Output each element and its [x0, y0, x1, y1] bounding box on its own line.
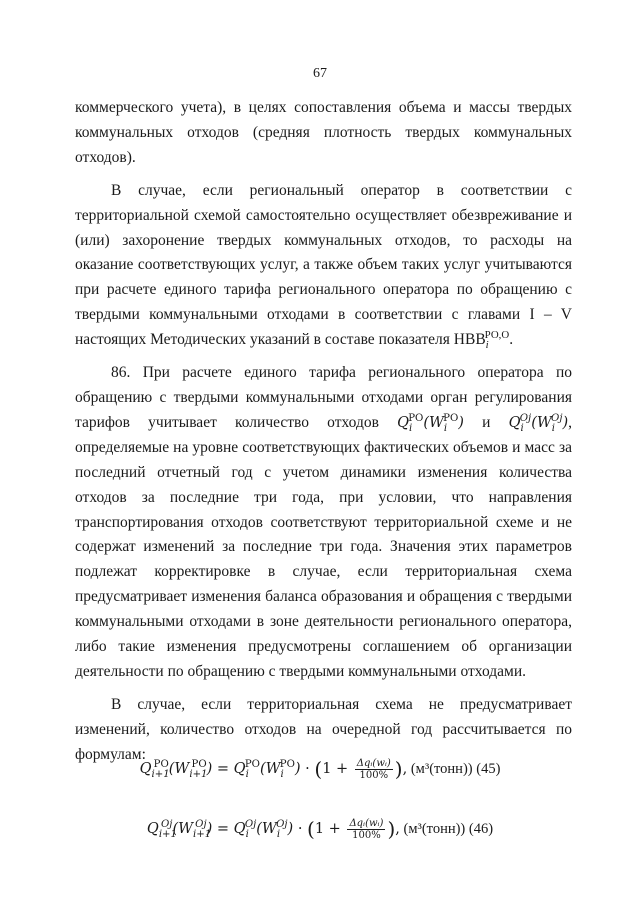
- formula-45-unit: (м³(тонн)): [410, 761, 473, 777]
- paragraph-2-text: В случае, если региональный оператор в соответствии с территориальной схемой самостоятельно осуществляет обезвреживание и (или) захоронение твердых коммунальных отходов, то расходы на оказание соответствующих услуг, а также объем таких услуг учитываются при расчете единого тарифа регионального оператора по обращению с твердыми коммунальными отходами в соответствии с главами I – V настоящих Методических указаний в составе показателя: [75, 181, 572, 349]
- formula-46: $Q_{i+1}^{Oj}(W_{i+1}^{Oj}) = Q_i^{Oj}(W_i^{Oj}) \cdot (1$ + $\frac{\text{Δqᵢ(wᵢ)}}{100\%}$ ), (м³(тонн)) (46): [146, 817, 494, 841]
- q-oj-symbol: $Q_i^{Oj}(W_i^{Oj})$: [508, 413, 569, 434]
- paragraph-3-rest: , определяемые на уровне соответствующих фактических объемов и масс за последний отчетный год с учетом динамики изменения количества отходов за последние три года, при условии, что направления транспортирования отходов соответствуют территориальной схеме и не содержат изменений за последние три года. Значения этих параметров подлежат корректировке в случае, если территориальная схема предусматривает изменения баланса образования и обращения с твердыми коммунальными отходами в зоне деятельности регионального оператора, либо такие изменения предусмотрены соглашением об организации деятельности по обращению с твердыми коммунальными отходами.: [75, 413, 573, 680]
- formula-45-number: (45): [476, 761, 501, 777]
- paragraph-3-and: и: [482, 413, 491, 431]
- formula-46-number: (46): [468, 821, 494, 837]
- q-ro-symbol: $Q_i^{РО}(W_i^{РО})$: [397, 413, 464, 434]
- paragraph-2: В случае, если региональный оператор в соответствии с территориальной схемой самостоятельно осуществляет обезвреживание и (или) захоронение твердых коммунальных отходов, то расходы на оказание соответствующих услуг, а также объем таких услуг учитываются при расчете единого тарифа регионального оператора по обращению с твердыми коммунальными отходами в соответствии с главами I – V настоящих Методических указаний в составе показателя $НВВ_i^{РО,О}$.: [75, 181, 572, 352]
- formula-46-unit: (м³(тонн)): [403, 821, 466, 837]
- page-number: 67: [313, 66, 327, 81]
- paragraph-1: коммерческого учета), в целях сопоставления объема и массы твердых коммунальных отходов (средняя плотность твердых коммунальных отходов).: [75, 99, 572, 166]
- nvv-symbol: $НВВ_i^{РО,О}$: [453, 329, 510, 352]
- paragraph-3-start: 86. При расчете единого тарифа регионального оператора по обращению с твердыми коммунальными отходами орган регулирования тарифов учитывает количество отходов: [75, 364, 572, 431]
- formula-45: $Q_{i+1}^{РО}(W_{i+1}^{РО}) = Q_i^{РО}(W_i^{РО}) \cdot (1$ + $\frac{\text{Δqᵢ(wᵢ)}}{100\%}$ ), (м³(тонн)) (45): [139, 757, 501, 781]
- body-text: [75, 96, 572, 768]
- paragraph-4: В случае, если территориальная схема не предусматривает изменений, количество отходов на очередной год рассчитывается по формулам:: [75, 695, 572, 763]
- paragraph-3: [75, 361, 572, 685]
